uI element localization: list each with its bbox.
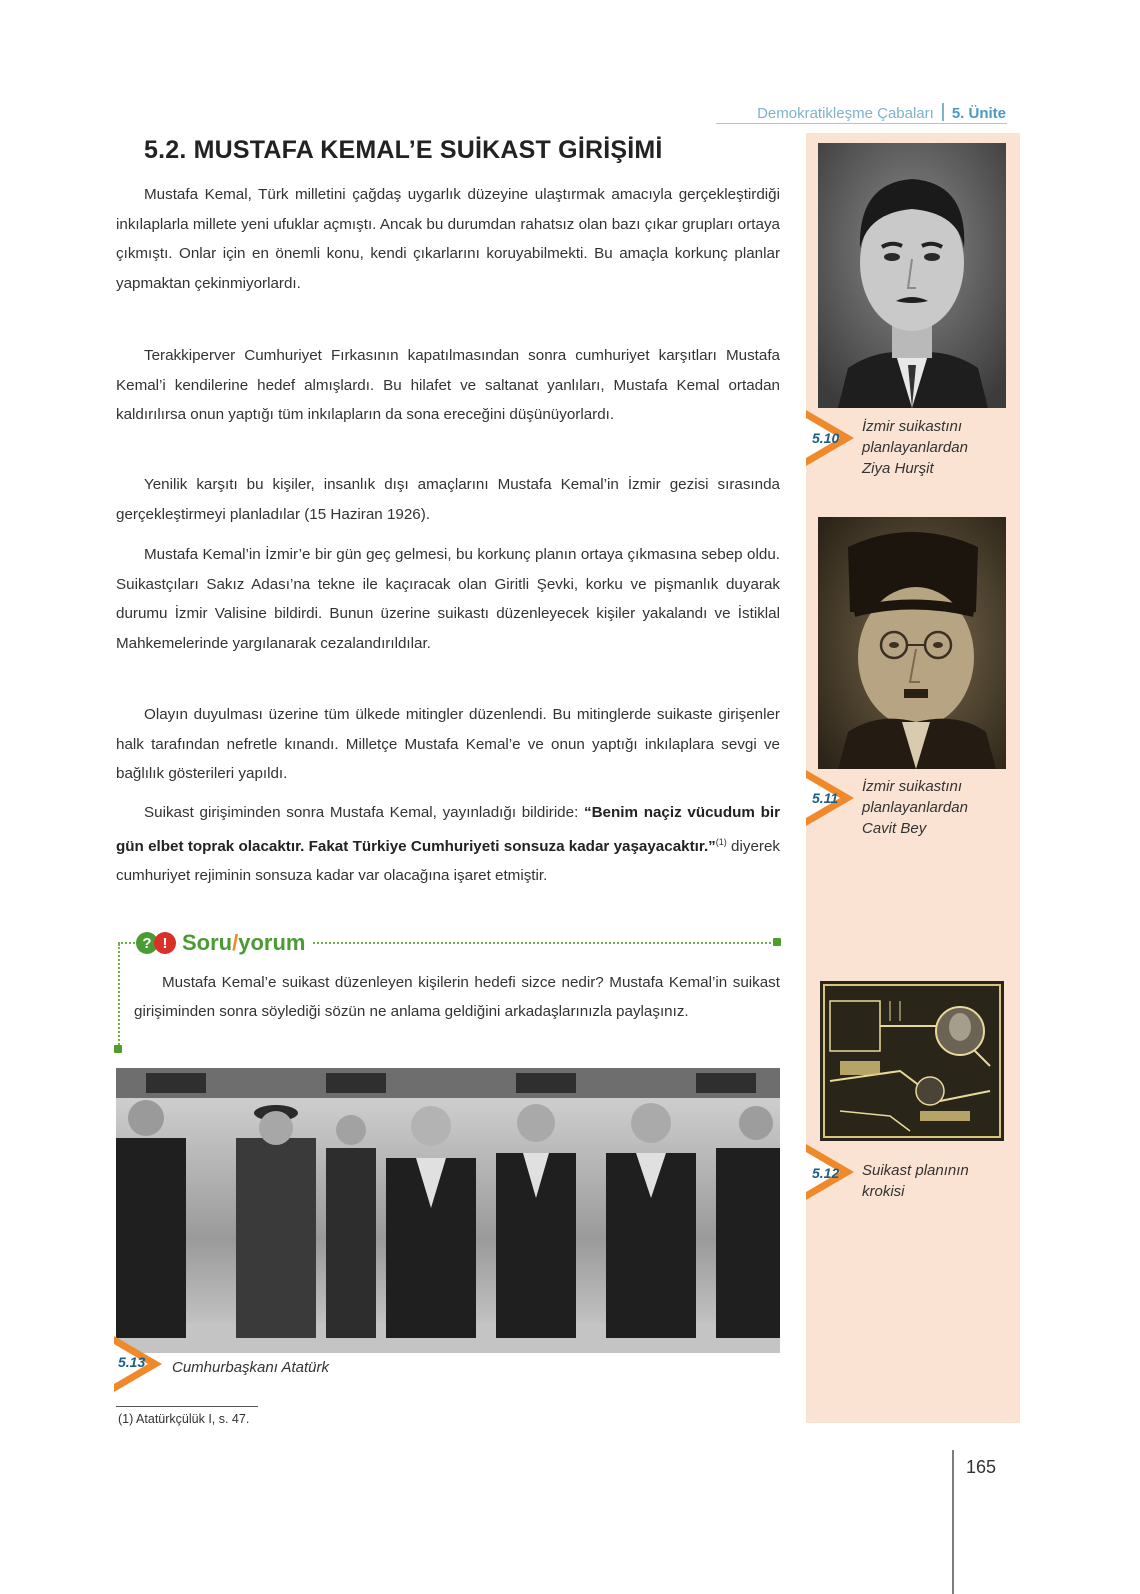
footnote-ref: (1) bbox=[715, 836, 727, 847]
footnote-rule bbox=[116, 1406, 258, 1407]
figure-caption-5-10 bbox=[862, 416, 968, 479]
caption-line: planlayanlardan bbox=[862, 799, 968, 816]
page-number-rule bbox=[952, 1450, 954, 1594]
question-corner-dot-bottom bbox=[114, 1045, 122, 1053]
paragraph-4: Mustafa Kemal’in İzmir’e bir gün geç gelmesi, bu korkunç planın ortaya çıkmasına sebep oldu. Suikastçıları Sakız Adası’na tekne ile kaçıracak olan Giritli Şevki, korku ve pişmanlık duyarak durumu İzmir Valisine bildirdi. Bunun üzerine suikastı düzenleyecek kişiler yakalandı ve İstiklal Mahkemelerinde yargılanarak cezalandırıldılar. bbox=[116, 546, 780, 652]
caption-line: Cavit Bey bbox=[862, 820, 927, 837]
caption-line: Suikast planının bbox=[862, 1162, 969, 1179]
figure-caption-5-11 bbox=[862, 776, 968, 839]
figure-number-5-11: 5.11 bbox=[812, 790, 839, 806]
question-mark-icon: ? bbox=[136, 932, 158, 954]
ataturk-quote: “Benim naçiz vücudum bir gün elbet toprak olacaktır. Fakat Türkiye Cumhuriyeti sonsuza kadar yaşayacaktır.” bbox=[116, 804, 780, 855]
header-unit: 5. Ünite bbox=[951, 105, 1006, 122]
question-label-yorum: yorum bbox=[238, 930, 306, 955]
page-title: 5.2. MUSTAFA KEMAL’E SUİKAST GİRİŞİMİ bbox=[144, 136, 663, 164]
paragraph-5: Olayın duyulması üzerine tüm ülkede mitingler düzenlendi. Bu mitinglerde suikaste girişenler halk tarafından nefretle kınandı. Milletçe Mustafa Kemal’e ve onun yaptığı inkılaplara sevgi ve bağlılık gösterileri yapıldı. bbox=[116, 706, 780, 782]
photo-cavit-bey bbox=[818, 517, 1006, 769]
question-label bbox=[182, 930, 306, 956]
caption-line: krokisi bbox=[862, 1183, 905, 1200]
paragraph-6-end: diyerek cumhuriyet rejiminin sonsuza kadar var olacağına işaret etmiştir. bbox=[116, 837, 780, 885]
paragraph-6-start: Suikast girişiminden sonra Mustafa Kemal, yayınladığı bildiride: bbox=[144, 804, 584, 821]
paragraph-1: Mustafa Kemal, Türk milletini çağdaş uygarlık düzeyine ulaştırmak amacıyla gerçekleştirdiği inkılaplarla millete yeni ufuklar açmıştı. Ancak bu durumdan rahatsız olan bazı çıkar grupları ortaya çıkmıştı. Onlar için en önemli konu, kendi çıkarlarını koruyabilmekti. Bu amaçla korkunç planlar yapmaktan çekinmiyorlardı. bbox=[116, 186, 780, 292]
photo-ziya-hursit bbox=[818, 143, 1006, 408]
footnote: (1) Atatürkçülük I, s. 47. bbox=[118, 1412, 250, 1426]
header-section: Demokratikleşme Çabaları bbox=[757, 105, 934, 122]
paragraph-3: Yenilik karşıtı bu kişiler, insanlık dışı amaçlarını Mustafa Kemal’in İzmir gezisi sırasında gerçekleştirmeyi planladılar (15 Haziran 1926). bbox=[116, 476, 780, 523]
figure-caption-5-12 bbox=[862, 1160, 969, 1202]
caption-line: planlayanlardan bbox=[862, 439, 968, 456]
paragraph-2: Terakkiperver Cumhuriyet Fırkasının kapatılmasından sonra cumhuriyet karşıtları Mustafa Kemal’i kendilerine hedef almışlardı. Bu hilafet ve saltanat yanlıları, Mustafa Kemal ortadan kaldırılırsa onun yaptığı tüm inkılapların da sona ereceğini düşünüyorlardı. bbox=[116, 347, 780, 423]
figure-number-5-12: 5.12 bbox=[812, 1165, 840, 1181]
header-separator bbox=[942, 103, 944, 121]
question-label-slash: / bbox=[232, 930, 239, 955]
question-border-left bbox=[118, 944, 120, 1048]
figure-number-5-13: 5.13 bbox=[118, 1354, 146, 1370]
caption-line: İzmir suikastını bbox=[862, 418, 963, 435]
running-header bbox=[757, 103, 1006, 122]
question-label-soru: Soru bbox=[182, 930, 233, 955]
caption-line: Ziya Hurşit bbox=[862, 460, 934, 477]
question-corner-dot bbox=[773, 938, 781, 946]
figure-caption-5-13: Cumhurbaşkanı Atatürk bbox=[172, 1359, 330, 1376]
exclamation-icon: ! bbox=[154, 932, 176, 954]
photo-assassination-plan-sketch bbox=[820, 981, 1004, 1141]
header-rule bbox=[716, 123, 1007, 124]
paragraph-6 bbox=[116, 798, 780, 891]
caption-line: İzmir suikastını bbox=[862, 778, 963, 795]
question-heading bbox=[136, 928, 312, 958]
figure-number-5-10: 5.10 bbox=[812, 430, 840, 446]
question-text: Mustafa Kemal’e suikast düzenleyen kişilerin hedefi sizce nedir? Mustafa Kemal’in suikast girişiminden sonra söylediği sözün ne anlama geldiğini arkadaşlarınızla paylaşınız. bbox=[134, 974, 780, 1020]
photo-cumhurbaskani-ataturk bbox=[116, 1068, 780, 1353]
page-number: 165 bbox=[966, 1457, 997, 1477]
